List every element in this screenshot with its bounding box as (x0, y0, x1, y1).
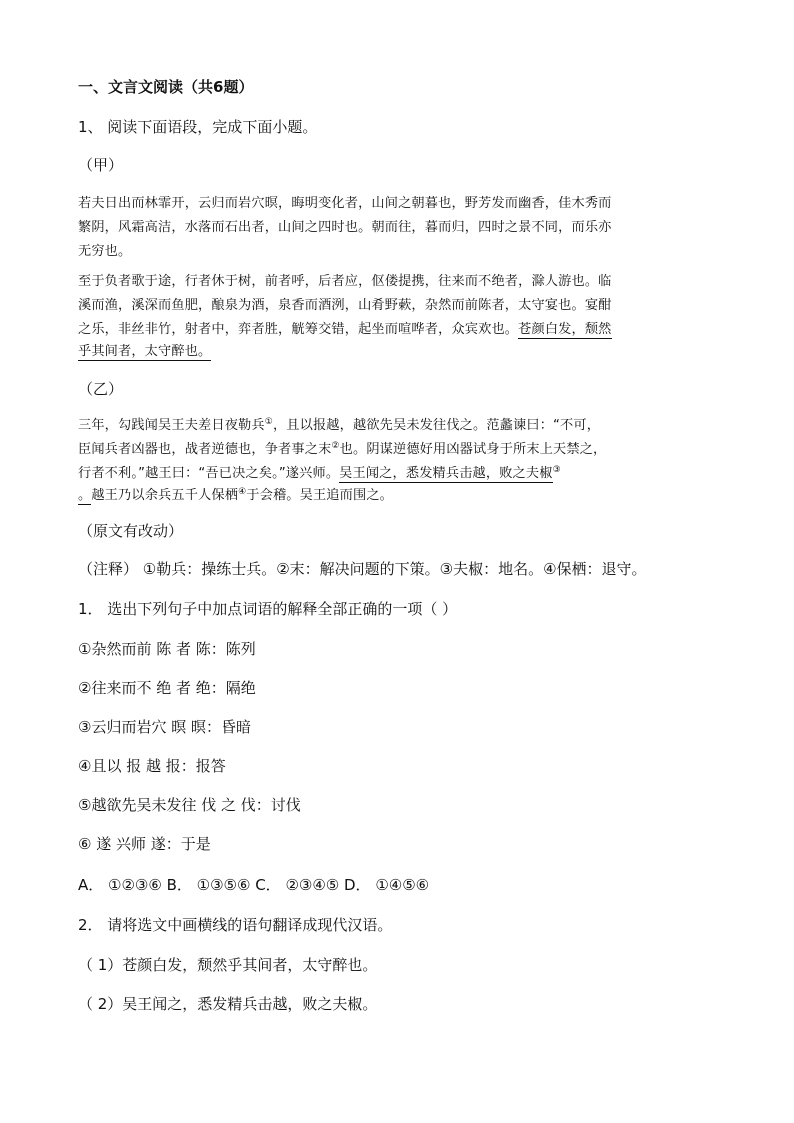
passage-text: 越王乃以余兵五千人保栖 (91, 488, 239, 503)
passage-line (78, 322, 612, 338)
question-1-item: ②往来而不 绝 者 绝：隔绝 (78, 679, 256, 697)
question-1-stem: 1． 选出下列句子中加点词语的解释全部正确的一项（ ） (78, 600, 458, 618)
section-title: 一、文言文阅读（共6题） (78, 78, 254, 96)
question-2-sub-2: （ 2）吴王闻之，悉发精兵击越，败之夫椒。 (78, 995, 378, 1013)
footnote-marker: ② (331, 441, 340, 451)
passage-yi-label: （乙） (78, 380, 124, 398)
question-1-item: ①杂然而前 陈 者 陈：陈列 (78, 640, 256, 658)
passage-text: 于会稽。吴王追而围之。 (246, 488, 393, 503)
passage-line: 若夫日出而林霏开，云归而岩穴暝，晦明变化者，山间之朝暮也，野芳发而幽香，佳木秀而 (78, 196, 612, 211)
footnote-marker: ③ (552, 465, 561, 475)
question-1-item: ⑥ 遂 兴师 遂：于是 (78, 835, 211, 853)
passage-line (78, 466, 561, 482)
passage-line (78, 488, 393, 504)
passage-text: 三年，勾践闻吴王夫差日夜勒兵 (78, 418, 265, 433)
passage-text: 臣闻兵者凶器也，战者逆德也，争者事之末 (78, 442, 332, 457)
footnote-marker: ④ (238, 487, 247, 497)
question-1-item: ④且以 报 越 报：报答 (78, 757, 226, 775)
passage-jia-label: （甲） (78, 156, 124, 174)
underlined-sentence: 。 (78, 488, 92, 503)
annotation: （注释） ①勒兵：操练士兵。②末：解决问题的下策。③夫椒：地名。④保栖：退守。 (78, 560, 647, 578)
underlined-sentence: 吴王闻之，悉发精兵击越，败之夫椒 (339, 466, 553, 481)
question-1-item: ⑤越欲先吴未发往 伐 之 伐：讨伐 (78, 796, 301, 814)
passage-text: 行者不利。”越王曰：“吾已决之矣。”遂兴师。 (78, 466, 340, 481)
passage-line: 至于负者歌于途，行者休于树，前者呼，后者应，伛偻提携，往来而不绝者，滁人游也。临 (78, 274, 612, 289)
passage-text: 之乐，非丝非竹，射者中，弈者胜，觥筹交错，起坐而喧哗者，众宾欢也。 (78, 322, 519, 337)
passage-line (78, 442, 606, 458)
passage-line (78, 418, 600, 434)
question-intro: 1、 阅读下面语段，完成下面小题。 (78, 118, 318, 136)
underlined-sentence: 苍颜白发，颓然 (518, 322, 612, 337)
passage-text: ，且以报越，越欲先吴未发往伐之。范蠡谏曰：“不可， (272, 418, 601, 433)
passage-line: 溪而渔，溪深而鱼肥，酿泉为酒，泉香而酒洌，山肴野蔌，杂然而前陈者，太守宴也。宴酣 (78, 298, 612, 313)
question-2-sub-1: （ 1）苍颜白发，颓然乎其间者，太守醉也。 (78, 956, 378, 974)
question-1-item: ③云归而岩穴 暝 暝：昏暗 (78, 718, 251, 736)
source-note: （原文有改动） (78, 522, 184, 540)
passage-line: 繁阴，风霜高洁，水落而石出者，山间之四时也。朝而往，暮而归，四时之景不同，而乐亦 (78, 220, 612, 235)
question-1-options: A． ①②③⑥ B． ①③⑤⑥ C． ②③④⑤ D． ①④⑤⑥ (78, 876, 430, 894)
question-2-stem: 2． 请将选文中画横线的语句翻译成现代汉语。 (78, 916, 393, 934)
passage-line: 无穷也。 (78, 244, 132, 259)
footnote-marker: ① (264, 417, 273, 427)
passage-text: 也。阴谋逆德好用凶器试身于所末上天禁之， (339, 442, 607, 457)
passage-line (78, 344, 211, 360)
underlined-sentence: 乎其间者，太守醉也。 (78, 344, 212, 359)
